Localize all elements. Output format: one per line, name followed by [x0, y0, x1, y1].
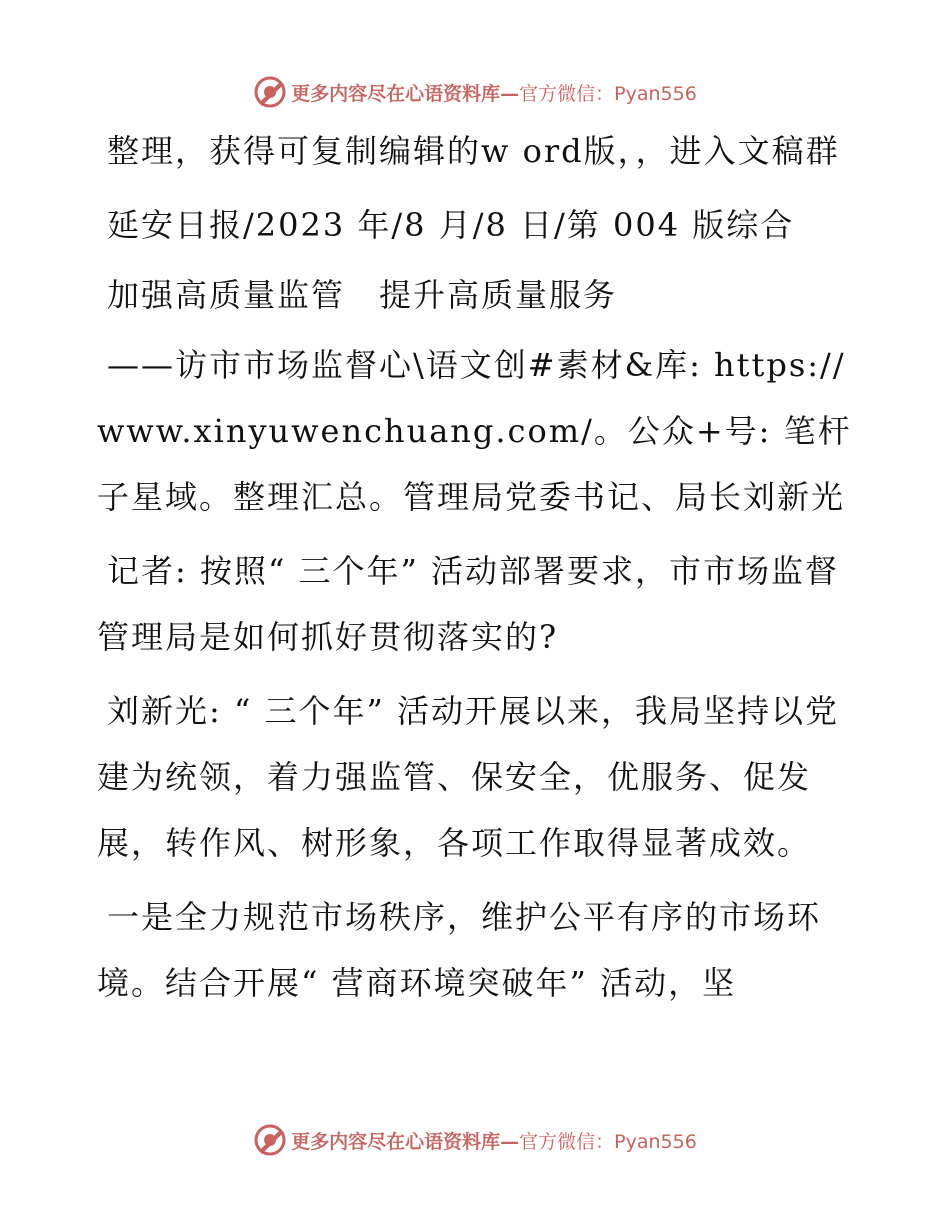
watermark-wechat: 官方微信：Pyan556	[519, 82, 697, 105]
watermark-text: 更多内容尽在心语资料库—	[291, 82, 520, 105]
source-line: 延安日报/2023 年/8 月/8 日/第 004 版综合	[107, 206, 795, 244]
watermark-text: 更多内容尽在心语资料库—	[291, 1130, 520, 1153]
document-body	[97, 118, 857, 1024]
watermark-footer	[0, 1118, 950, 1162]
watermark-header	[0, 70, 950, 114]
question-paragraph: 记者: 按照“ 三个年” 活动部署要求，市市场监督管理局是如何抓好贯彻落实的?	[97, 552, 840, 656]
pen-logo-icon	[253, 1123, 287, 1157]
point-one-paragraph: 一是全力规范市场秩序，维护公平有序的市场环境。结合开展“ 营商环境突破年” 活动，坚	[97, 898, 822, 1002]
answer-paragraph: 刘新光: “ 三个年” 活动开展以来，我局坚持以党建为统领，着力强监管、保安全，优服务、促发展，转作风、树形象，各项工作取得显著成效。	[97, 692, 840, 862]
intro-paragraph: 整理，获得可复制编辑的w ord版，，进入文稿群	[107, 132, 840, 170]
pen-logo-icon	[253, 75, 287, 109]
watermark-wechat: 官方微信：Pyan556	[519, 1130, 697, 1153]
article-subtitle: ——访市市场监督心\语文创#素材&库: https://www.xinyuwenchuang.com/。公众+号: 笔杆子星域。整理汇总。管理局党委书记、局长刘新光	[97, 346, 852, 516]
article-title: 加强高质量监管 提升高质量服务	[107, 276, 618, 314]
